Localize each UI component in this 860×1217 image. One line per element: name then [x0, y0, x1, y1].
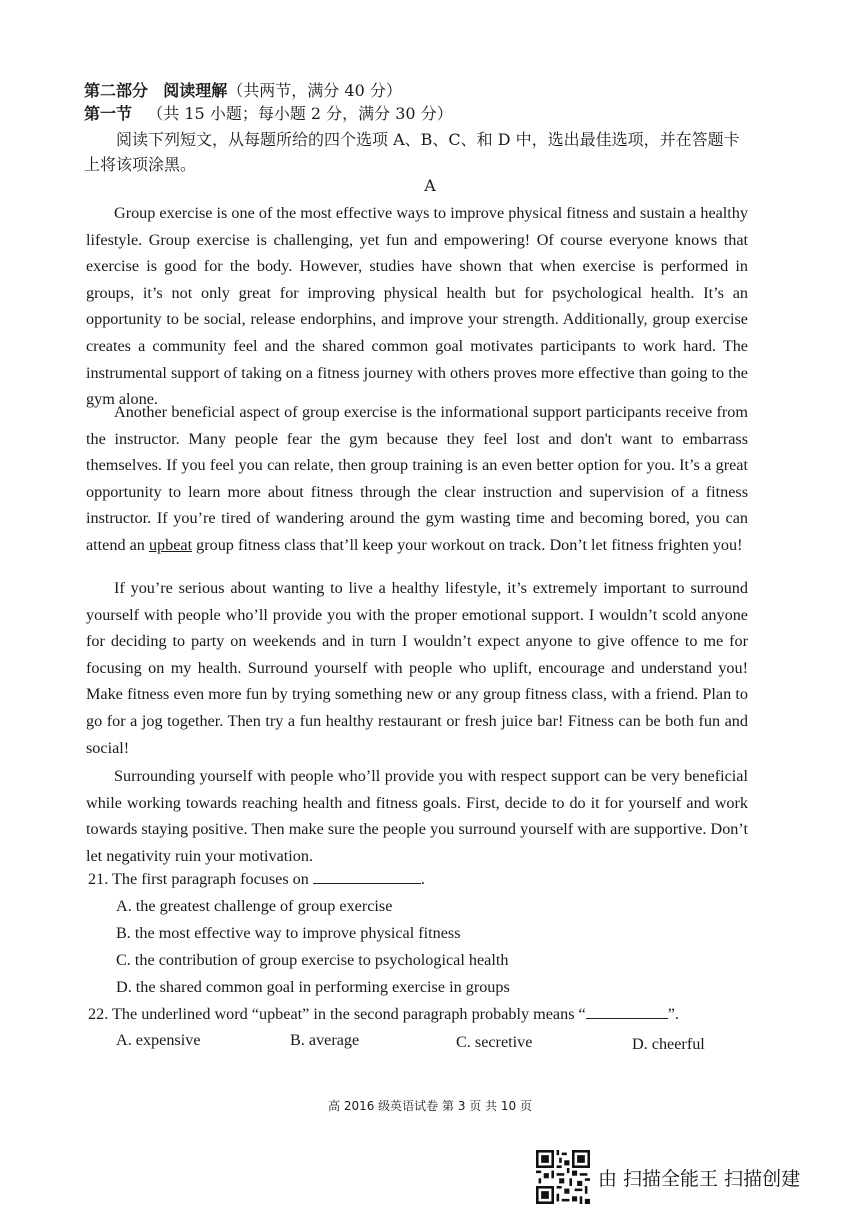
instruction-text: 阅读下列短文，从每题所给的四个选项 A、B、C、和 D 中，选出最佳选项，并在答题卡上将该项涂黑。	[84, 130, 740, 174]
question-21-option-a: A. the greatest challenge of group exercise	[116, 897, 393, 915]
question-22-option-b: B. average	[290, 1031, 360, 1049]
underlined-word: upbeat	[148, 535, 193, 554]
scanner-watermark	[536, 1150, 800, 1204]
question-21-option-b: B. the most effective way to improve physical fitness	[116, 924, 461, 942]
scanner-app-credit: 由 扫描全能王 扫描创建	[598, 1167, 801, 1190]
question-22-option-c: C. secretive	[456, 1033, 533, 1051]
qr-code-icon	[536, 1150, 590, 1204]
paragraph-2-text-b: group fitness class that’ll keep your workout on track. Don’t let fitness frighten you!	[192, 535, 743, 554]
sub-note: （共 15 小题；每小题 2 分，满分 30 分）	[147, 104, 453, 123]
question-21-option-c: C. the contribution of group exercise to psychological health	[116, 951, 509, 969]
paragraph-4: Surrounding yourself with people who’ll provide you with respect support can be very beneficial while working towards reaching health and fitness goals. First, decide to do it for yourself and work towards staying positive. Then make sure the people you surround yourself with are supportive. Don’t let negativity ruin your motivation.	[86, 767, 748, 865]
question-22-stem: 22. The underlined word “upbeat” in the second paragraph probably means “ ”.	[88, 1005, 679, 1023]
paragraph-2	[86, 399, 748, 559]
paragraph-2-text-a: Another beneficial aspect of group exercise is the informational support participants receive from the instructor. Many people fear the gym because they feel lost and don't want to embarrass themselves. If you feel you can relate, then group training is an even better option for you. It’s a great opportunity to learn more about fitness through the clear instruction and supervision of a fitness instructor. If you’re tired of wandering around the gym wasting time and becoming bored, you can attend an	[86, 403, 748, 554]
part-title: 第二部分	[84, 81, 149, 100]
passage-label: A	[424, 176, 436, 195]
answer-blank	[313, 883, 421, 884]
subsection-header	[84, 101, 453, 124]
part-note: （共两节，满分 40 分）	[227, 81, 402, 100]
sub-title: 第一节	[84, 104, 133, 123]
question-22-option-a: A. expensive	[116, 1031, 201, 1049]
question-21-option-d: D. the shared common goal in performing exercise in groups	[116, 978, 510, 996]
question-21-stem: 21. The first paragraph focuses on .	[88, 870, 425, 888]
section-header	[84, 78, 402, 101]
paragraph-1: Group exercise is one of the most effective ways to improve physical fitness and sustain a healthy lifestyle. Group exercise is challenging, yet fun and empowering! Of course everyone knows that exercise is good for the body. However, studies have shown that when exercise is performed in groups, it’s not only great for improving physical health but for psychological health. It’s an opportunity to be social, release endorphins, and improve your strength. Additionally, group exercise creates a community feel and the shared common goal motivates participants to work hard. The instrumental support of taking on a fitness journey with others proves more effective than going to the gym alone.	[86, 204, 748, 409]
paragraph-3: If you’re serious about wanting to live a healthy lifestyle, it’s extremely important to surround yourself with people who’ll provide you with the proper emotional support. I wouldn’t scold anyone for deciding to party on weekends and in turn I wouldn’t expect anyone to give offence to me for focusing on my health. Surround yourself with people who uplift, encourage and understand you! Make fitness even more fun by trying something new or any group fitness class, with a friend. Plan to go for a jog together. Then try a fun healthy restaurant or fresh juice bar! Fitness can be both fun and social!	[86, 579, 748, 757]
question-22-option-d: D. cheerful	[632, 1035, 705, 1053]
answer-blank	[586, 1018, 668, 1019]
part-name: 阅读理解	[163, 81, 228, 100]
page-footer: 高 2016 级英语试卷 第 3 页 共 10 页	[328, 1099, 532, 1113]
